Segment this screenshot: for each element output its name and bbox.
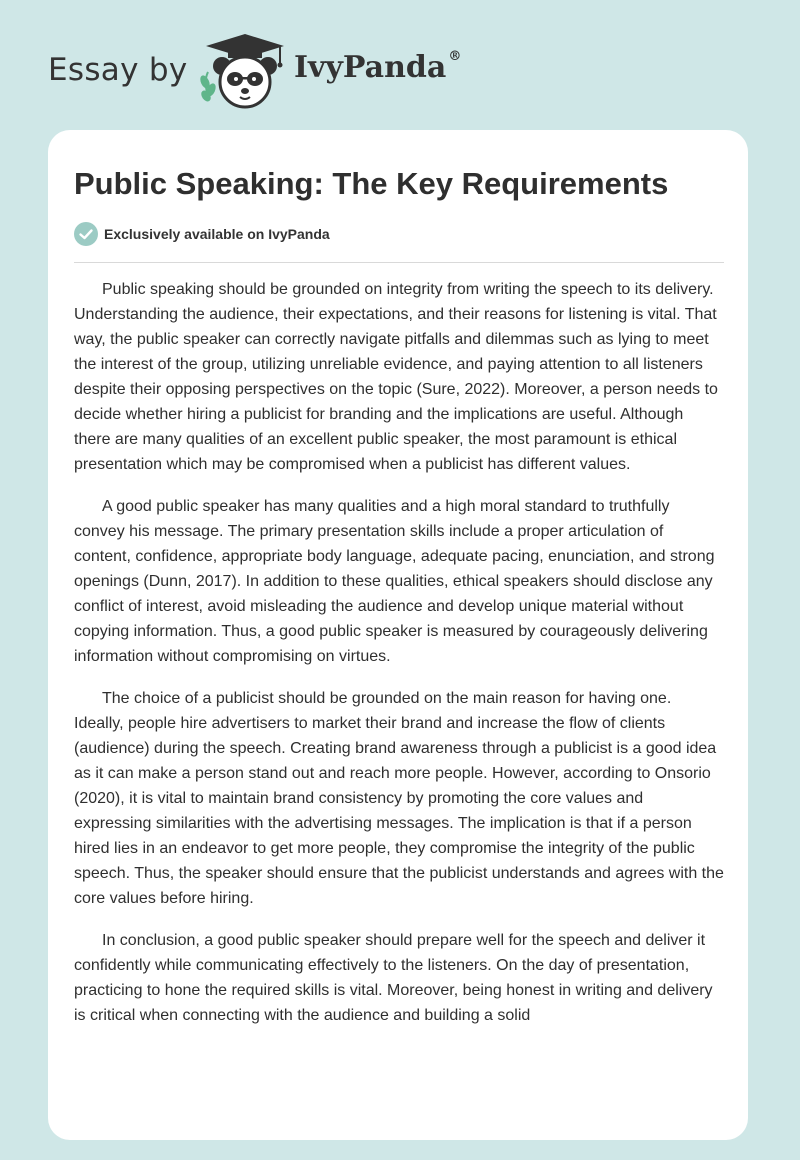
exclusive-badge-label: Exclusively available on IvyPanda <box>104 226 330 242</box>
brand-prefix: Essay by <box>48 52 188 88</box>
panda-graduate-logo <box>200 32 290 112</box>
paragraph: A good public speaker has many qualities and a high moral standard to truthfully convey his message. The primary presentation skills include a proper articulation of content, confidence, appropriate body language, adequate pacing, enunciation, and strong openings (Dunn, 2017). In addition to these qualities, ethical speakers should disclose any conflict of interest, avoid misleading the audience and develop unique material without copying information. Thus, a good public speaker is measured by courageously delivering information without compromising on virtues. <box>74 498 715 665</box>
site-brand[interactable] <box>48 30 488 110</box>
exclusive-badge <box>74 222 330 246</box>
page-title: Public Speaking: The Key Requirements <box>74 166 669 201</box>
brand-name: IvyPanda ® <box>294 49 462 85</box>
registered-mark: ® <box>448 49 462 64</box>
essay-card <box>48 130 748 1140</box>
essay-body <box>74 277 724 1045</box>
paragraph: The choice of a publicist should be grounded on the main reason for having one. Ideally, people hire advertisers to market their brand and increase the flow of clients (audience) during the speech. Creating brand awareness through a publicist is a good idea as it can make a person stand out and reach more people. However, according to Onsorio (2020), it is vital to maintain brand consistency by promoting the core values and expressing similarities with the advertising messages. The implication is that if a person hired lies in an endeavor to get more people, they compromise the integrity of the public speech. Thus, the speaker should ensure that the publicist understands and agrees with the core values before hiring. <box>74 690 724 907</box>
paragraph: In conclusion, a good public speaker should prepare well for the speech and deliver it confidently while communicating effectively to the listeners. On the day of presentation, practicing to hone the required skills is vital. Moreover, being honest in writing and delivery is critical when connecting with the audience and building a solid <box>74 932 713 1024</box>
divider <box>74 262 724 263</box>
paragraph: Public speaking should be grounded on integrity from writing the speech to its delivery. Understanding the audience, their expectations, and their reasons for listening is vital. That way, the public speaker can correctly navigate pitfalls and dilemmas such as lying to meet the interest of the group, utilizing unreliable evidence, and paying attention to all listeners despite their opposing perspectives on the topic (Sure, 2022). Moreover, a person needs to decide whether hiring a publicist for branding and the implications are useful. Although there are many qualities of an excellent public speaker, the most paramount is ethical presentation which may be compromised when a publicist has different values. <box>74 281 718 473</box>
check-circle-icon <box>74 222 98 246</box>
